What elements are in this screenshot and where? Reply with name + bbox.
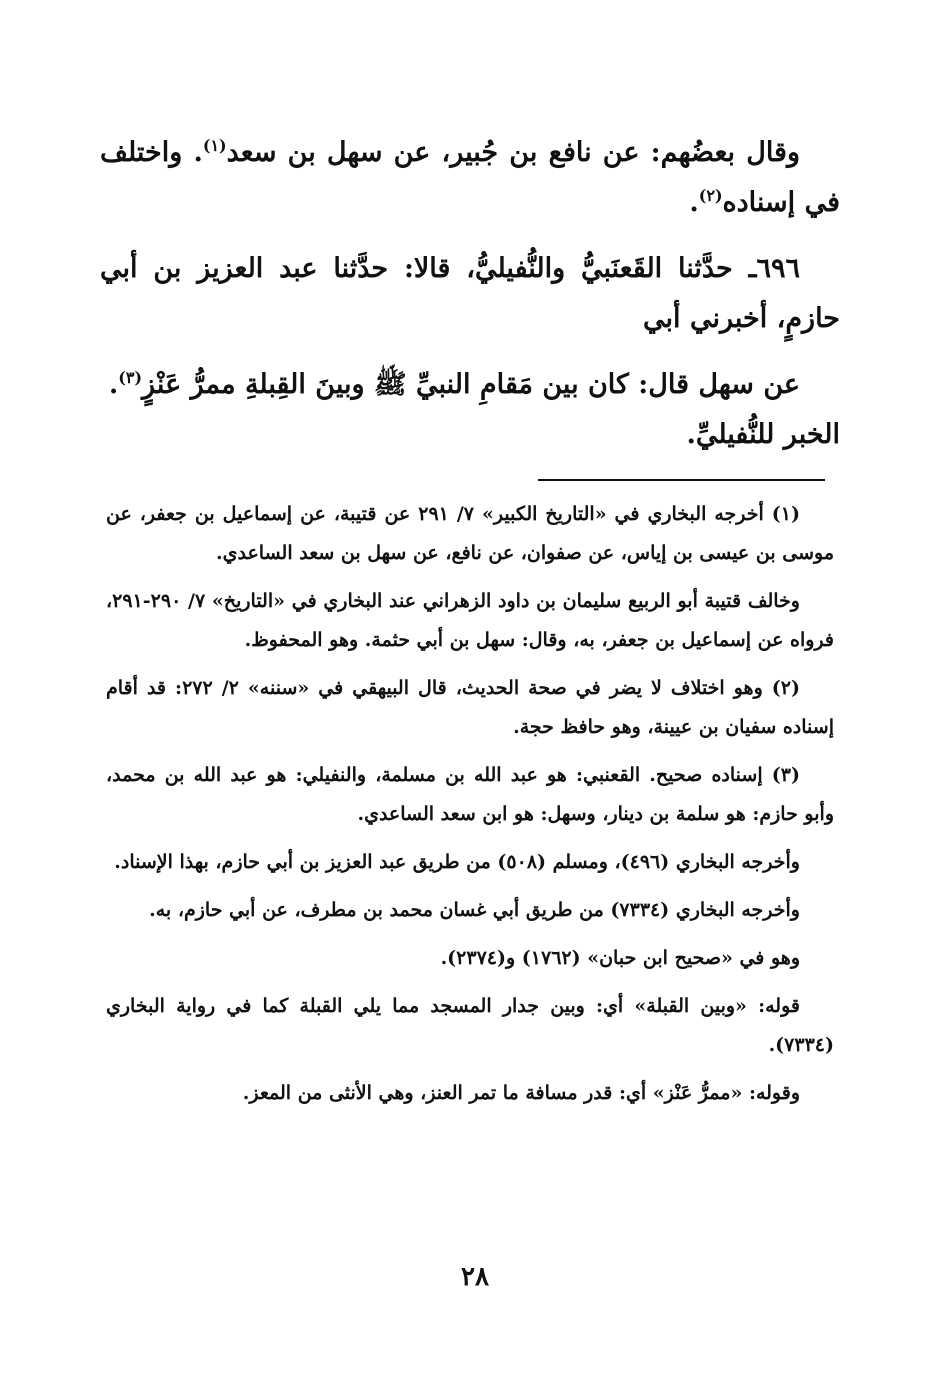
footnote-1-cont: وخالف قتيبة أبو الربيع سليمان بن داود الزهراني عند البخاري في «التاريخ» ٧/ ٢٩٠-٢٩١، فرواه عن إسماعيل بن جعفر، به، وقال: سهل بن أبي حثمة. وهو المحفوظ. <box>106 590 834 651</box>
footnote-3-cont-5: وقوله: «ممرُّ عَنْز» أي: قدر مسافة ما تمر العنز، وهي الأنثى من المعز. <box>242 1082 800 1104</box>
main-text <box>100 128 840 476</box>
page-number: ٢٨ <box>461 1262 489 1292</box>
footnote-3-cont-3: وهو في «صحيح ابن حبان» (١٧٦٢) و(٢٣٧٤). <box>440 947 800 969</box>
footnote-3: (٣) إسناده صحيح. القعنبي: هو عبد الله بن مسلمة، والنفيلي: هو عبد الله بن محمد، وأبو حازم: هو سلمة بن دينار، وسهل: هو ابن سعد الساعدي. <box>106 764 834 825</box>
footnote-3-cont-2: وأخرجه البخاري (٧٣٣٤) من طريق أبي غسان محمد بن مطرف، عن أبي حازم، به. <box>149 899 800 921</box>
footnote-ref-1: (١) <box>202 136 227 155</box>
footnote-3-cont-4: قوله: «وبين القبلة» أي: وبين جدار المسجد مما يلي القبلة كما في رواية البخاري (٧٣٣٤). <box>106 995 834 1056</box>
footnote-3-cont-1: وأخرجه البخاري (٤٩٦)، ومسلم (٥٠٨) من طريق عبد العزيز بن أبي حازم، بهذا الإسناد. <box>114 851 800 873</box>
footnote-divider <box>538 479 825 481</box>
main-paragraph-1: وقال بعضُهم: عن نافع بن جُبير، عن سهل بن سعد$^{(١)}$. واختلف في إسناده$^{(٢)}$. <box>100 136 840 218</box>
footnote-ref-3: (٣) <box>118 368 143 387</box>
footnote-ref-2: (٢) <box>698 186 723 205</box>
footnotes <box>106 495 834 1122</box>
hadith-note: الخبر للنُّفيليِّ. <box>686 419 840 450</box>
footnote-2: (٢) وهو اختلاف لا يضر في صحة الحديث، قال البيهقي في «سننه» ٢/ ٢٧٢: قد أقام إسناده سفيان بن عيينة، وهو حافظ حجة. <box>106 677 834 738</box>
hadith-matn: عن سهل قال: كان بين مَقامِ النبيِّ ﷺ وبينَ القِبلةِ ممرُّ عَنْزٍ$^{(٣)}$. <box>108 368 800 400</box>
footnote-1: (١) أخرجه البخاري في «التاريخ الكبير» ٧/ ٢٩١ عن قتيبة، عن إسماعيل بن جعفر، عن موسى بن عيسى بن إياس، عن صفوان، عن نافع، عن سهل بن سعد الساعدي. <box>106 503 834 564</box>
hadith-isnad: ٦٩٦ـ حدَّثنا القَعنَبيُّ والنُّفيليُّ، قالا: حدَّثنا عبد العزيز بن أبي حازمٍ، أخبرني أبي <box>100 253 840 334</box>
